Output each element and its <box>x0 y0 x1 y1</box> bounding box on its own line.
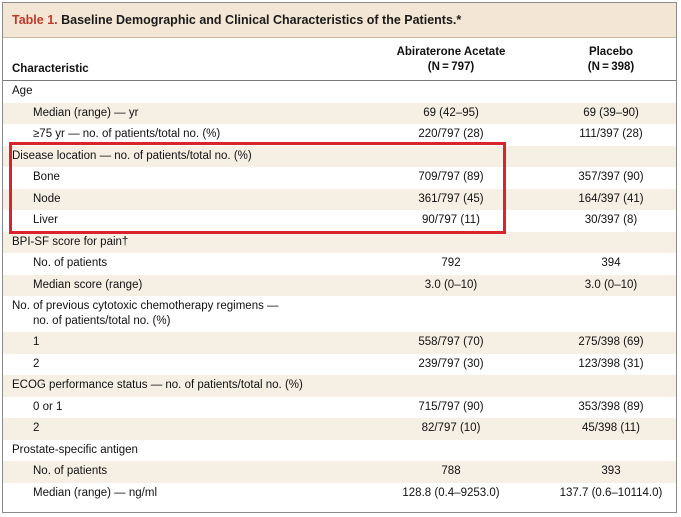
row-label: 1 <box>33 336 40 348</box>
header-characteristic: Characteristic <box>12 63 89 75</box>
row-label: Median (range) — yr <box>33 106 139 119</box>
placebo-value: 394 <box>601 257 621 269</box>
header-abiraterone <box>371 45 531 75</box>
placebo-value: 137.7 (0.6–10114.0) <box>559 486 663 499</box>
table-row <box>3 275 676 297</box>
placebo-value: 393 <box>601 465 621 477</box>
placebo-value: 353/398 (89) <box>578 400 644 413</box>
table-row <box>3 440 676 462</box>
placebo-value: 111/397 (28) <box>579 128 643 140</box>
table-frame <box>2 2 677 513</box>
placebo-value: 69 (39–90) <box>583 106 639 119</box>
table-row <box>3 332 676 354</box>
abiraterone-value: 82/797 (10) <box>421 422 481 434</box>
row-label: No. of patients <box>33 465 108 477</box>
row-label: ECOG performance status — no. of patients/total no. (%) <box>12 379 303 391</box>
row-label: Median score (range) <box>33 278 143 291</box>
row-label: Age <box>12 85 33 97</box>
placebo-value: 3.0 (0–10) <box>584 278 638 291</box>
table-title: Baseline Demographic and Clinical Characteristics of the Patients.* <box>61 13 462 27</box>
row-label: No. of patients <box>33 257 108 269</box>
row-label: 2 <box>33 422 40 434</box>
abiraterone-value: 788 <box>441 465 461 477</box>
row-label: BPI-SF score for pain† <box>12 235 129 248</box>
row-label <box>12 299 279 329</box>
table-body <box>3 81 676 504</box>
abiraterone-value: 69 (42–95) <box>423 106 479 119</box>
row-label: Prostate-specific antigen <box>12 443 138 456</box>
row-label: Node <box>33 192 61 205</box>
abiraterone-value: 361/797 (45) <box>418 192 484 205</box>
row-label: ≥75 yr — no. of patients/total no. (%) <box>33 128 221 140</box>
placebo-value: 164/397 (41) <box>578 192 644 205</box>
table-row <box>3 253 676 275</box>
abiraterone-value: 239/797 (30) <box>418 357 484 370</box>
table-title-bar <box>3 3 676 38</box>
table-row <box>3 397 676 419</box>
table-row <box>3 483 676 505</box>
table-row <box>3 232 676 254</box>
row-label: Bone <box>33 171 60 183</box>
abiraterone-value: 128.8 (0.4–9253.0) <box>402 486 500 499</box>
row-label-line2: no. of patients/total no. (%) <box>33 315 171 327</box>
header-abiraterone-name: Abiraterone Acetate <box>396 46 506 58</box>
abiraterone-value: 558/797 (70) <box>418 336 484 348</box>
table-header <box>3 38 676 81</box>
table-row <box>3 81 676 103</box>
placebo-value: 45/398 (11) <box>582 422 640 434</box>
placebo-value: 30/397 (8) <box>584 214 638 226</box>
table-row <box>3 103 676 125</box>
table-label: Table 1. <box>12 13 58 27</box>
header-placebo-n: (N = 398) <box>587 61 635 73</box>
row-label: 0 or 1 <box>33 400 63 413</box>
abiraterone-value: 3.0 (0–10) <box>424 278 478 291</box>
header-placebo <box>531 45 677 75</box>
table-row <box>3 354 676 376</box>
table-row <box>3 461 676 483</box>
table-row <box>3 189 676 211</box>
placebo-value: 357/397 (90) <box>578 171 644 183</box>
row-label: Liver <box>33 214 58 226</box>
abiraterone-value: 715/797 (90) <box>418 400 484 413</box>
table-row <box>3 167 676 189</box>
abiraterone-value: 792 <box>441 257 461 269</box>
table-row <box>3 146 676 168</box>
row-label: 2 <box>33 357 40 370</box>
placebo-value: 275/398 (69) <box>578 336 644 348</box>
abiraterone-value: 709/797 (89) <box>418 171 484 183</box>
table-row <box>3 296 676 332</box>
table-row <box>3 375 676 397</box>
table-row <box>3 210 676 232</box>
row-label-line1: No. of previous cytotoxic chemotherapy regimens — <box>12 300 279 312</box>
table-row <box>3 124 676 146</box>
header-placebo-name: Placebo <box>588 46 634 58</box>
header-abiraterone-n: (N = 797) <box>427 61 475 73</box>
row-label: Median (range) — ng/ml <box>33 486 157 499</box>
row-label: Disease location — no. of patients/total no. (%) <box>12 149 252 162</box>
abiraterone-value: 220/797 (28) <box>418 128 484 140</box>
placebo-value: 123/398 (31) <box>578 357 644 370</box>
abiraterone-value: 90/797 (11) <box>422 214 480 226</box>
table-row <box>3 418 676 440</box>
